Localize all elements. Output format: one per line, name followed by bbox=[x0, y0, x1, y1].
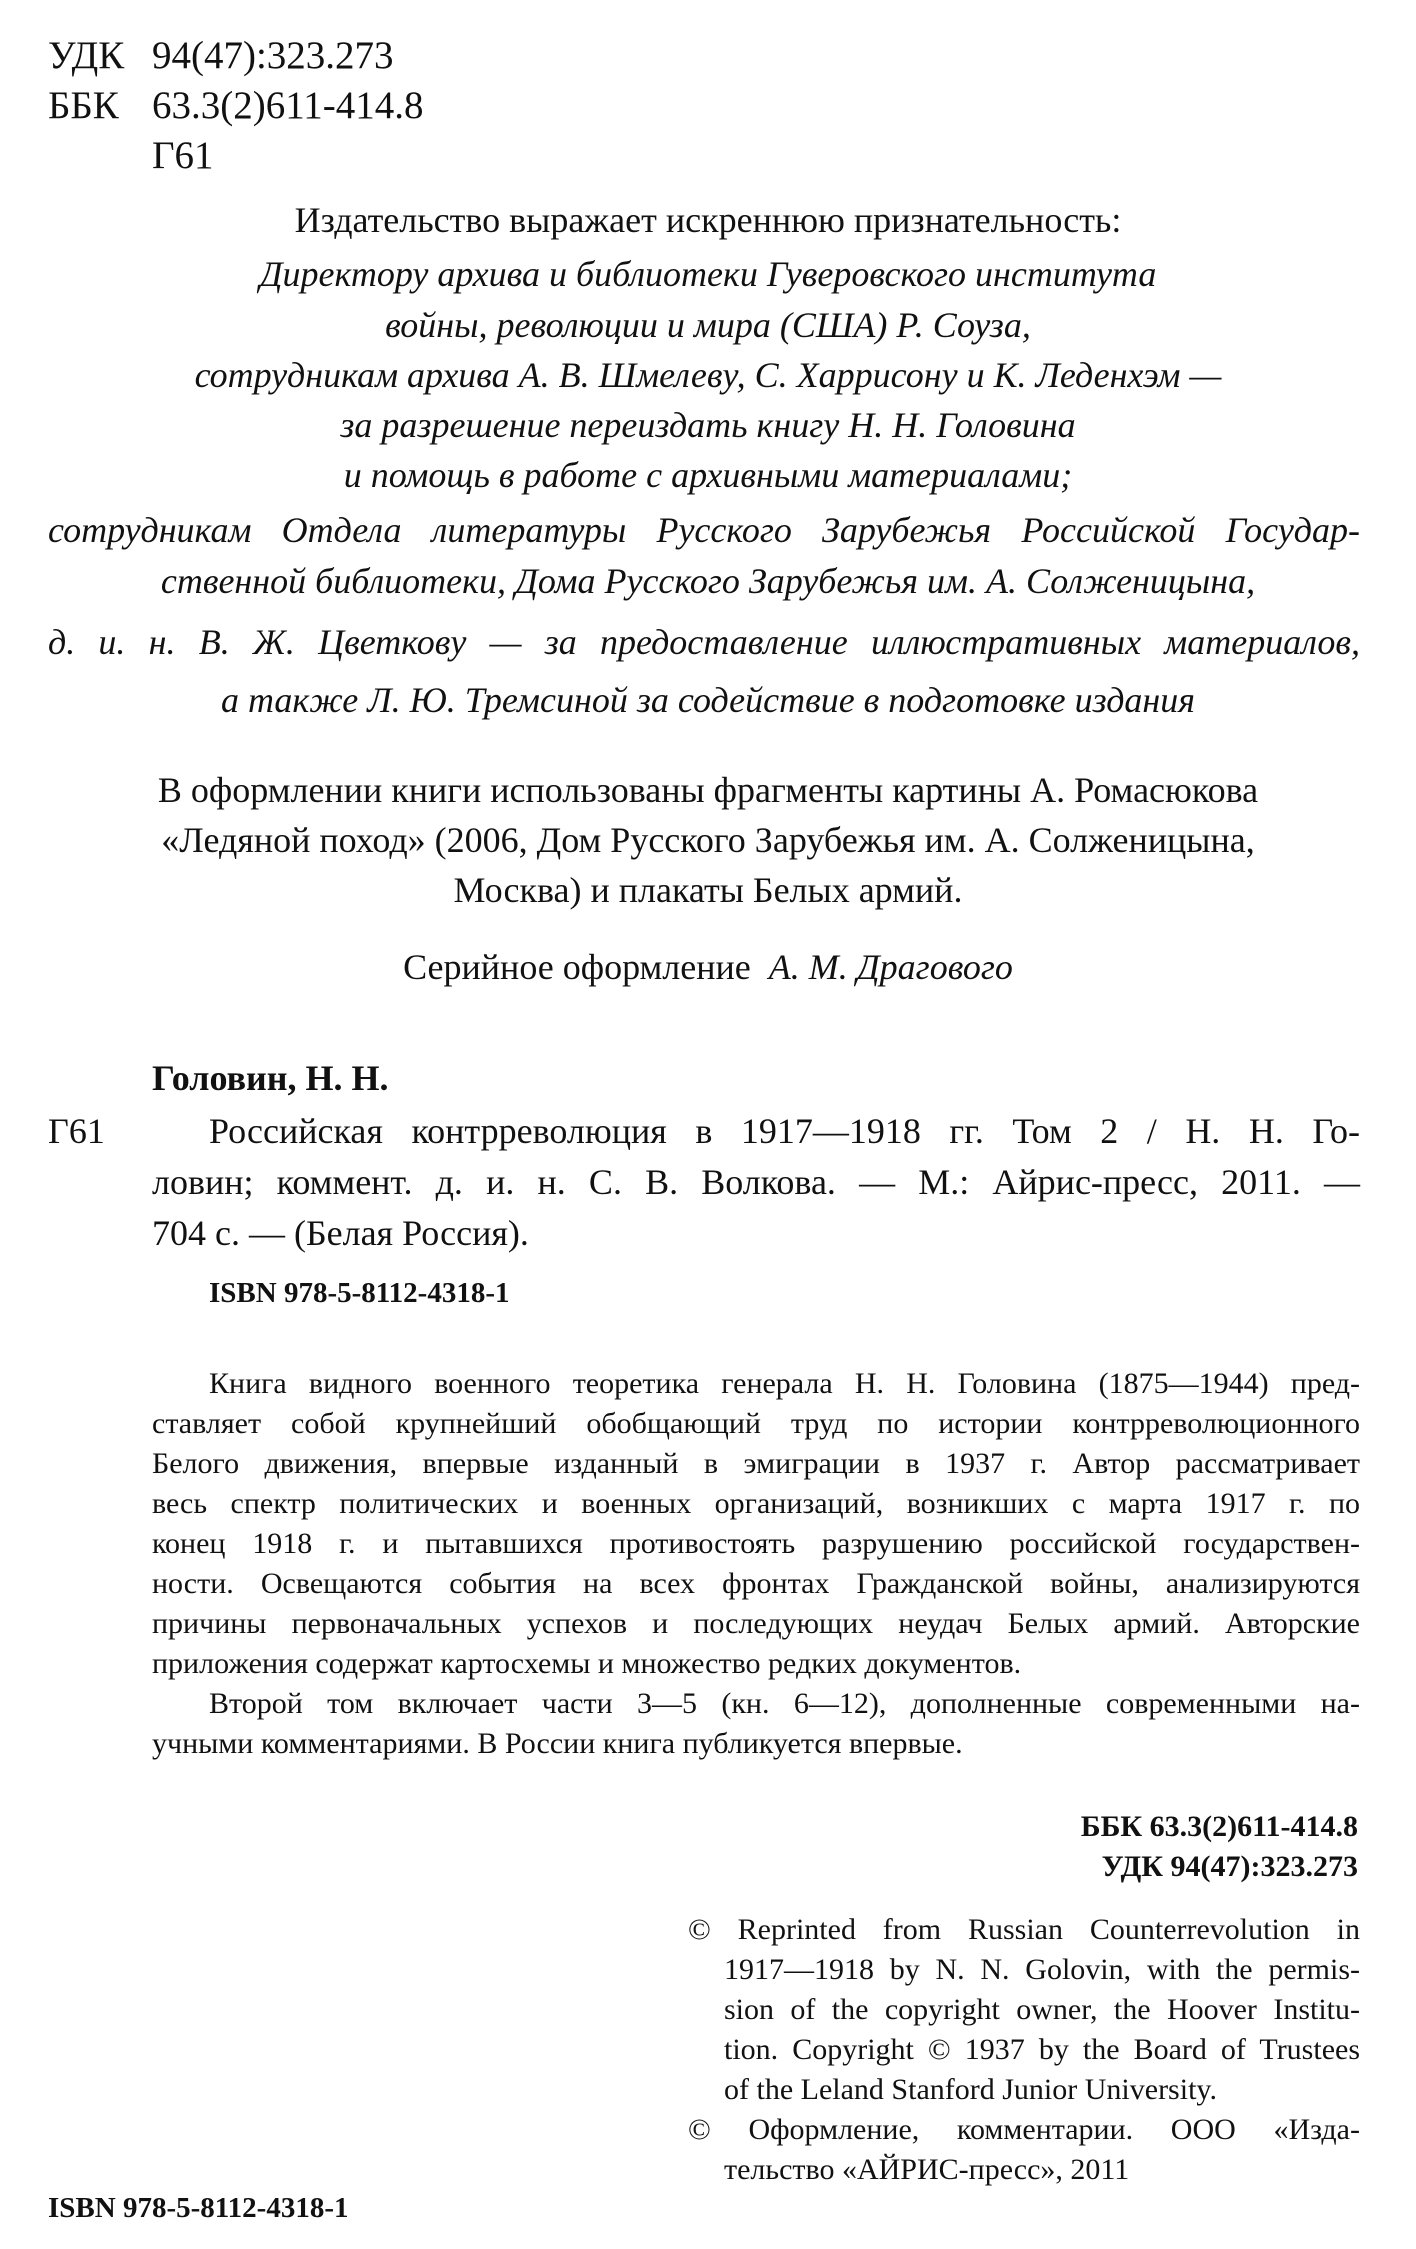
acknowledgement-line: д. и. н. В. Ж. Цветкову — за предоставление иллюстративных материалов, bbox=[48, 622, 1360, 662]
bbk-value: 63.3(2)611-414.8 bbox=[152, 84, 424, 127]
acknowledgement-lead: Издательство выражает искреннюю признательность: bbox=[294, 200, 1122, 240]
author-mark-top: Г61 bbox=[152, 134, 214, 177]
annotation-line: Белого движения, впервые изданный в эмиграции в 1937 г. Автор рассматривает bbox=[152, 1447, 1360, 1480]
udk-value: 94(47):323.273 bbox=[152, 34, 394, 77]
annotation-line: причины первоначальных успехов и последующих неудач Белых армий. Авторские bbox=[152, 1607, 1360, 1640]
annotation-line: учными комментариями. В России книга публикуется впервые. bbox=[152, 1727, 963, 1760]
design-note-line: «Ледяной поход» (2006, Дом Русского Зарубежья им. А. Солженицына, bbox=[161, 820, 1255, 860]
acknowledgement-line: а также Л. Ю. Тремсиной за содействие в подготовке издания bbox=[220, 680, 1196, 720]
acknowledgement-line: и помощь в работе с архивными материалами; bbox=[343, 455, 1073, 495]
bibliographic-description-line: Российская контрреволюция в 1917—1918 гг. Том 2 / Н. Н. Го- bbox=[209, 1111, 1360, 1151]
udk-label: УДК bbox=[48, 34, 125, 77]
annotation-line: ставляет собой крупнейший обобщающий труд по истории контрреволюционного bbox=[152, 1407, 1360, 1440]
series-design-credit bbox=[0, 945, 1416, 989]
annotation-line: Второй том включает части 3—5 (кн. 6—12), дополненные современными на- bbox=[209, 1687, 1360, 1720]
acknowledgement-line: за разрешение переиздать книгу Н. Н. Головина bbox=[340, 405, 1076, 445]
annotation-line: приложения содержат картосхемы и множество редких документов. bbox=[152, 1647, 1022, 1680]
copyright-line: tion. Copyright © 1937 by the Board of Trustees bbox=[724, 2033, 1360, 2066]
bibliographic-description-line: 704 с. — (Белая Россия). bbox=[152, 1213, 529, 1253]
acknowledgement-line: сотрудникам Отдела литературы Русского Зарубежья Российской Государ- bbox=[48, 510, 1360, 550]
design-note-line: В оформлении книги использованы фрагменты картины А. Ромасюкова bbox=[157, 770, 1259, 810]
bbk-label: ББК bbox=[48, 84, 119, 127]
design-note-line: Москва) и плакаты Белых армий. bbox=[453, 870, 963, 910]
udk-index: УДК 94(47):323.273 bbox=[1101, 1850, 1358, 1883]
copyright-line: © Оформление, комментарии. ООО «Изда- bbox=[688, 2113, 1360, 2146]
acknowledgement-line: Директору архива и библиотеки Гуверовского института bbox=[259, 254, 1157, 294]
isbn-bottom: ISBN 978-5-8112-4318-1 bbox=[48, 2192, 349, 2224]
author-mark: Г61 bbox=[48, 1111, 105, 1151]
annotation-line: конец 1918 г. и пытавшихся противостоять разрушению российской государствен- bbox=[152, 1527, 1360, 1560]
annotation-line: весь спектр политических и военных организаций, возникших с марта 1917 г. по bbox=[152, 1487, 1360, 1520]
annotation-line: Книга видного военного теоретика генерала Н. Н. Головина (1875—1944) пред- bbox=[209, 1367, 1360, 1400]
acknowledgement-line: войны, революции и мира (США) Р. Соуза, bbox=[385, 305, 1031, 345]
acknowledgement-line: ственной библиотеки, Дома Русского Зарубежья им. А. Солженицына, bbox=[160, 561, 1256, 601]
copyright-line: of the Leland Stanford Junior University. bbox=[724, 2073, 1217, 2106]
copyright-line: © Reprinted from Russian Counterrevolution in bbox=[688, 1913, 1360, 1946]
copyright-line: 1917—1918 by N. N. Golovin, with the permis- bbox=[724, 1953, 1360, 1986]
author-heading: Головин, Н. Н. bbox=[152, 1058, 389, 1098]
series-designer: А. М. Драгового bbox=[768, 947, 1013, 987]
bibliographic-description-line: ловин; коммент. д. и. н. С. В. Волкова. — М.: Айрис-пресс, 2011. — bbox=[152, 1162, 1360, 1202]
bbk-index: ББК 63.3(2)611-414.8 bbox=[1080, 1810, 1358, 1843]
series-design-label: Серийное оформление bbox=[403, 947, 751, 987]
annotation-line: ности. Освещаются события на всех фронтах Гражданской войны, анализируются bbox=[152, 1567, 1360, 1600]
copyright-line: sion of the copyright owner, the Hoover Institu- bbox=[724, 1993, 1360, 2026]
acknowledgement-line: сотрудникам архива А. В. Шмелеву, С. Харрисону и К. Леденхэм — bbox=[194, 355, 1222, 395]
copyright-line: тельство «АЙРИС-пресс», 2011 bbox=[724, 2153, 1130, 2186]
isbn-entry: ISBN 978-5-8112-4318-1 bbox=[209, 1277, 510, 1309]
